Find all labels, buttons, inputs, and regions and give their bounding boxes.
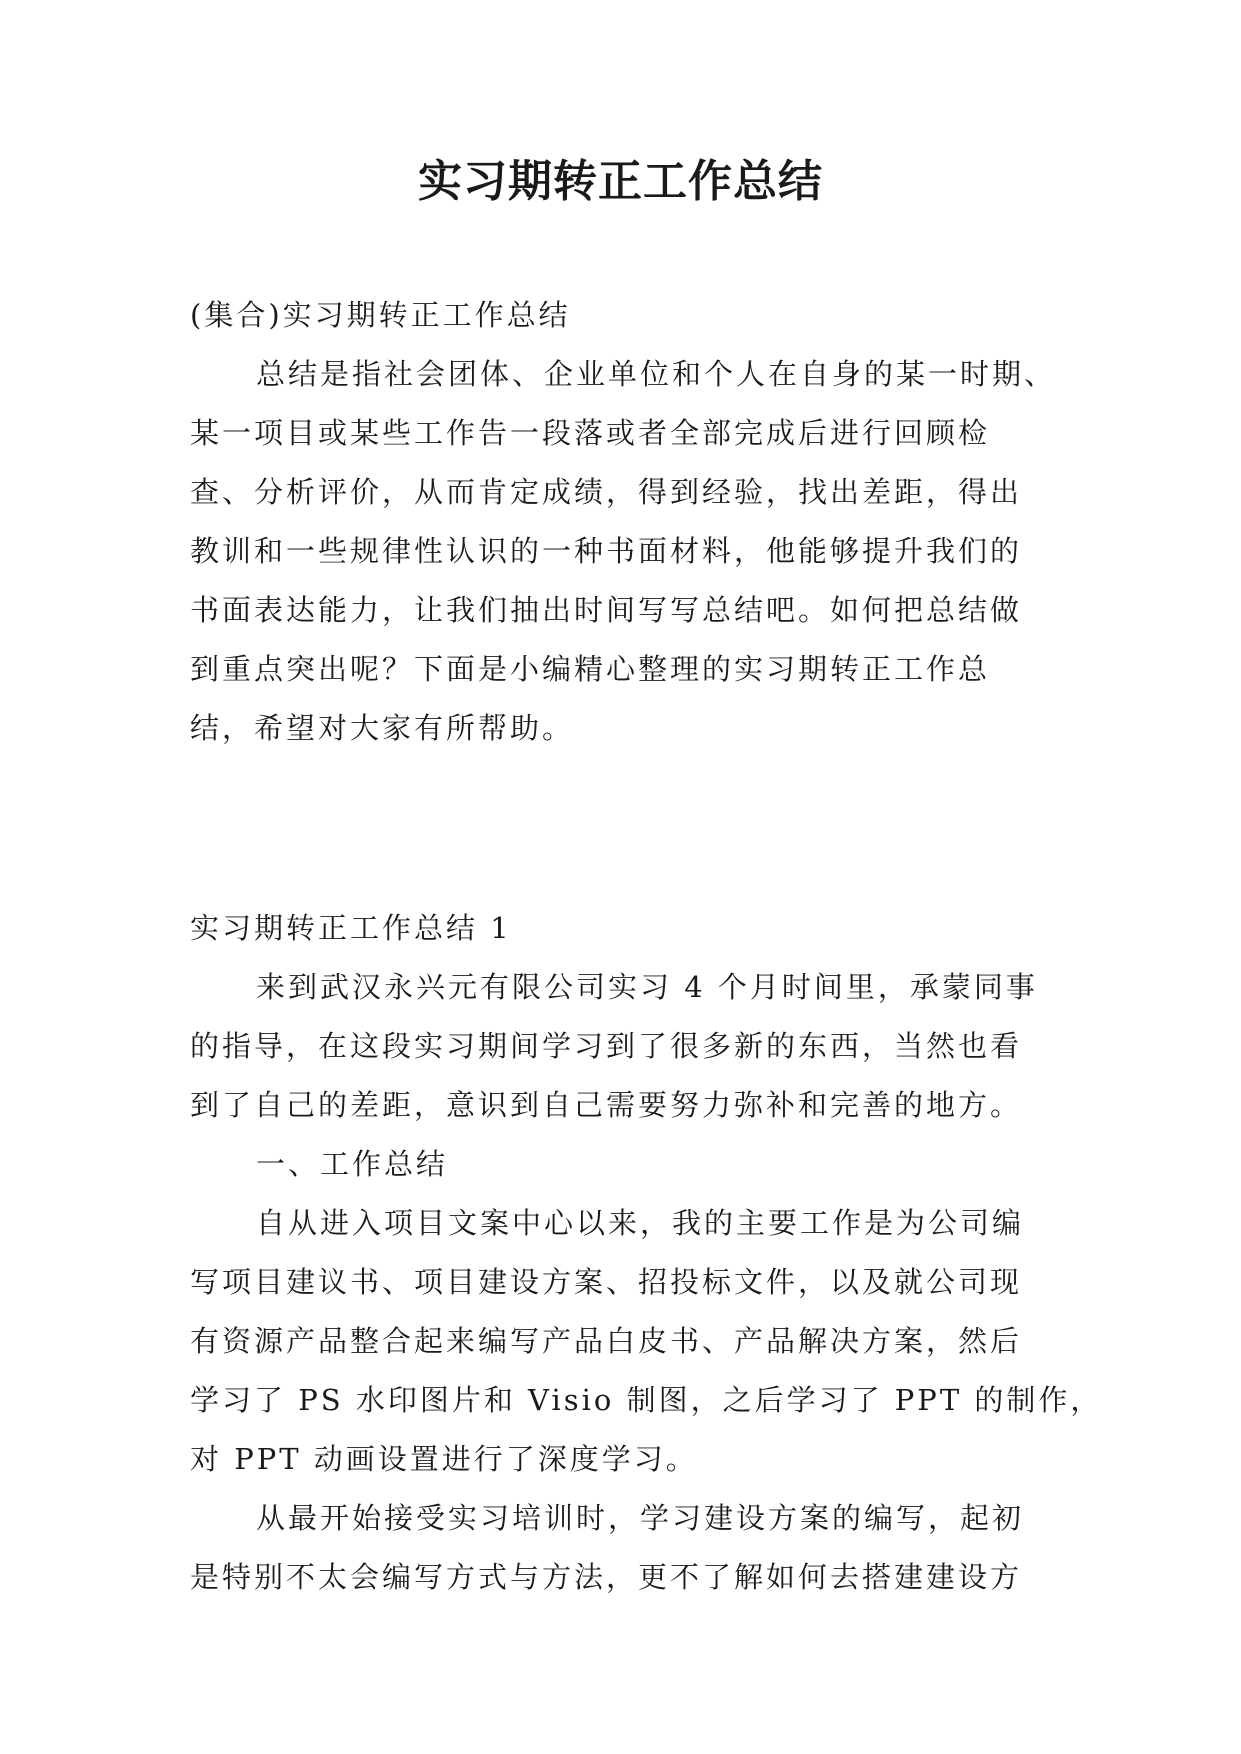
paragraph-line: 是特别不太会编写方式与方法，更不了解如何去搭建建设方 (190, 1560, 1023, 1594)
paragraph-line: 从最开始接受实习培训时，学习建设方案的编写，起初 (256, 1501, 1025, 1535)
section-heading: 实习期转正工作总结 1 (190, 911, 512, 945)
paragraph-line: 有资源产品整合起来编写产品白皮书、产品解决方案，然后 (190, 1324, 1023, 1358)
paragraph-line: 学习了 PS 水印图片和 Visio 制图，之后学习了 PPT 的制作， (190, 1383, 1103, 1417)
paragraph-line: 到了自己的差距，意识到自己需要努力弥补和完善的地方。 (190, 1088, 1023, 1122)
intro-line: 某一项目或某些工作告一段落或者全部完成后进行回顾检 (190, 416, 991, 450)
paragraph-line: 自从进入项目文案中心以来，我的主要工作是为公司编 (256, 1206, 1025, 1240)
intro-heading: (集合)实习期转正工作总结 (190, 298, 571, 332)
document-title: 实习期转正工作总结 (418, 156, 823, 207)
intro-line: 到重点突出呢？下面是小编精心整理的实习期转正工作总 (190, 652, 991, 686)
paragraph-line: 写项目建议书、项目建设方案、招投标文件，以及就公司现 (190, 1265, 1023, 1299)
section-gap (190, 758, 1060, 899)
intro-line: 结，希望对大家有所帮助。 (190, 711, 575, 745)
intro-line: 书面表达能力，让我们抽出时间写写总结吧。如何把总结做 (190, 593, 1023, 627)
intro-line: 教训和一些规律性认识的一种书面材料，他能够提升我们的 (190, 534, 1023, 568)
subheading: 一、工作总结 (256, 1147, 449, 1181)
paragraph-line: 的指导，在这段实习期间学习到了很多新的东西，当然也看 (190, 1029, 1023, 1063)
paragraph-line: 来到武汉永兴元有限公司实习 4 个月时间里，承蒙同事 (256, 970, 1038, 1004)
intro-line: 查、分析评价，从而肯定成绩，得到经验，找出差距，得出 (190, 475, 1023, 509)
document-body (190, 286, 1103, 1607)
paragraph-line: 对 PPT 动画设置进行了深度学习。 (190, 1442, 698, 1476)
intro-line: 总结是指社会团体、企业单位和个人在自身的某一时期、 (256, 357, 1057, 391)
